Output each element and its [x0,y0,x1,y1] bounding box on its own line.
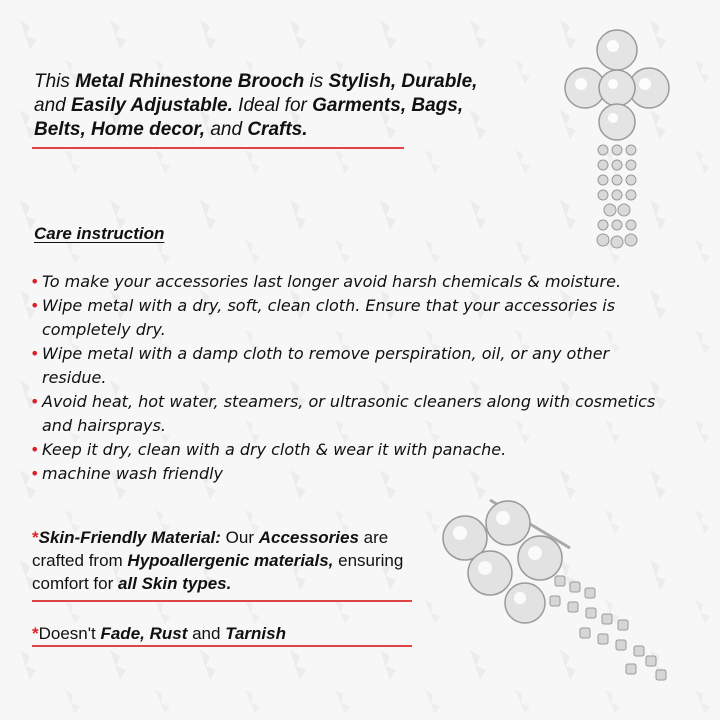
list-item: • machine wash friendly [30,464,224,483]
list-item: • Wipe metal with a dry, soft, clean cloth. Ensure that your accessories is completely dry. [30,296,616,339]
list-item: • Avoid heat, hot water, steamers, or ultrasonic cleaners along with cosmetics and hairsprays. [30,392,656,435]
no-fade-statement: *Doesn't Fade, Rust and Tarnish [32,624,286,643]
list-item: • To make your accessories last longer avoid harsh chemicals & moisture. [30,272,622,291]
care-instruction-heading: Care instruction [34,224,165,243]
care-instruction-list [30,270,670,486]
intro-paragraph: This Metal Rhinestone Brooch is Stylish, Durable, and Easily Adjustable. Ideal for Garments, Bags, Belts, Home decor, and Crafts. [34,71,478,140]
brooch-image-front [555,20,680,275]
skin-friendly-paragraph: *Skin-Friendly Material: Our Accessories are crafted from Hypoallergenic materials, ensuring comfort for all Skin types. [32,528,404,593]
no-fade-divider [32,645,412,647]
list-item: • Wipe metal with a damp cloth to remove perspiration, oil, or any other residue. [30,344,610,387]
skin-divider [32,600,412,602]
list-item: • Keep it dry, clean with a dry cloth & wear it with panache. [30,440,507,459]
intro-divider [32,147,404,149]
brooch-image-back [430,488,690,688]
